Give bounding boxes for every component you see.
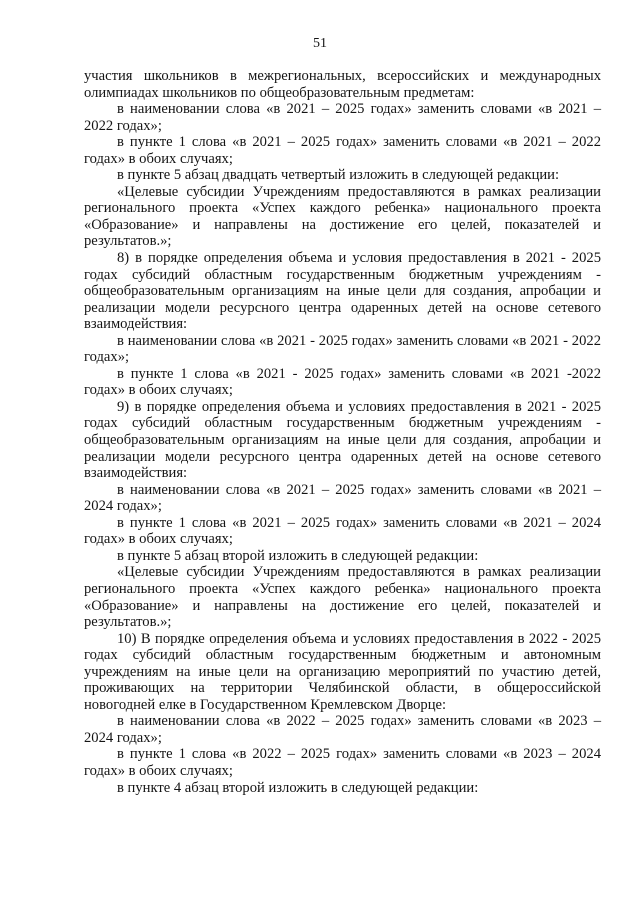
paragraph: в наименовании слова «в 2022 – 2025 годах» заменить словами «в 2023 – 2024 годах»; <box>84 713 601 746</box>
paragraph: в пункте 4 абзац второй изложить в следующей редакции: <box>117 779 479 796</box>
paragraph: 8) в порядке определения объема и условия предоставления в 2021 - 2025 годах субсидий областным государственным бюджетным учреждениям - общеобразовательным организациям на иные цели для создания, апробации и реализации модели ресурсного центра одаренных детей на основе сетевого взаимодействия: <box>84 250 601 333</box>
paragraph: в пункте 5 абзац двадцать четвертый изложить в следующей редакции: <box>117 167 560 184</box>
paragraph: в пункте 1 слова «в 2021 – 2025 годах» заменить словами «в 2021 – 2024 годах» в обоих случаях; <box>84 514 601 548</box>
paragraph: 9) в порядке определения объема и условиях предоставления в 2021 - 2025 годах субсидий областным государственным бюджетным учреждениям - общеобразовательным организациям на иные цели для создания, апробации и реализации модели ресурсного центра одаренных детей на основе сетевого взаимодействия: <box>84 398 601 482</box>
paragraph: в пункте 1 слова «в 2021 – 2025 годах» заменить словами «в 2021 – 2022 годах» в обоих случаях; <box>84 134 601 167</box>
paragraph: «Целевые субсидии Учреждениям предоставляются в рамках реализации регионального проекта «Успех каждого ребенка» национального проекта «Образование» и направлены на достижение его целей, показателей и результатов.»; <box>84 564 601 631</box>
paragraph: в пункте 5 абзац второй изложить в следующей редакции: <box>117 547 479 564</box>
paragraph: в пункте 1 слова «в 2022 – 2025 годах» заменить словами «в 2023 – 2024 годах» в обоих случаях; <box>84 746 601 779</box>
paragraph: участия школьников в межрегиональных, всероссийских и международных олимпиадах школьников по общеобразовательным предметам: <box>84 68 601 101</box>
paragraph: в пункте 1 слова «в 2021 - 2025 годах» заменить словами «в 2021 -2022 годах» в обоих случаях; <box>84 365 601 399</box>
page-number: 51 <box>313 36 327 51</box>
paragraph: 10) В порядке определения объема и условиях предоставления в 2022 - 2025 годах субсидий областным государственным бюджетным и автономным учреждениям на иные цели на организацию мероприятий по участию детей, проживающих на территории Челябинской области, в общероссийской новогодней елке в Государственном Кремлевском Дворце: <box>84 630 601 713</box>
document-body <box>84 68 601 796</box>
paragraph: в наименовании слова «в 2021 – 2025 годах» заменить словами «в 2021 – 2024 годах»; <box>84 481 601 515</box>
paragraph: в наименовании слова «в 2021 – 2025 годах» заменить словами «в 2021 – 2022 годах»; <box>84 101 601 134</box>
paragraph: «Целевые субсидии Учреждениям предоставляются в рамках реализации регионального проекта «Успех каждого ребенка» национального проекта «Образование» и направлены на достижение его целей, показателей и результатов.»; <box>84 183 601 250</box>
paragraph: в наименовании слова «в 2021 - 2025 годах» заменить словами «в 2021 - 2022 годах»; <box>84 332 601 366</box>
